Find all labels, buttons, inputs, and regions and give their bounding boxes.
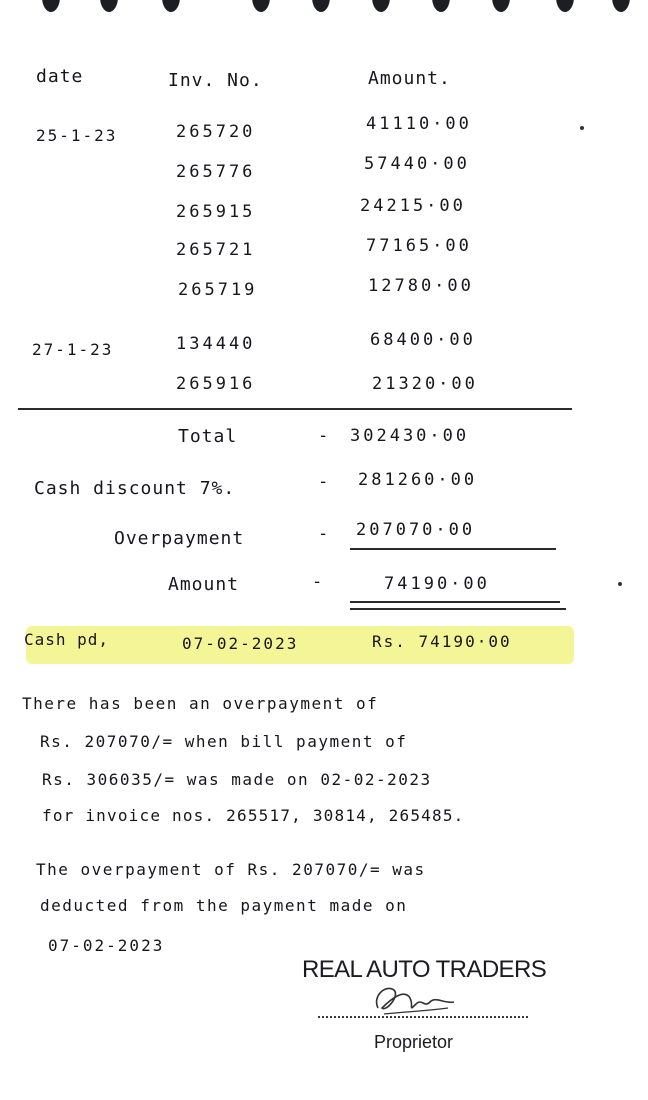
binder-hole [612, 0, 630, 12]
binder-hole [162, 0, 180, 12]
header-invoice-no: Inv. No. [168, 70, 263, 91]
row-invoice: 265719 [178, 280, 258, 300]
header-date: date [36, 66, 84, 87]
header-amount: Amount. [368, 68, 451, 89]
row-amount: 68400·00 [370, 330, 476, 350]
row-amount: 24215·00 [360, 196, 466, 216]
cash-paid-date: 07-02-2023 [182, 634, 299, 653]
double-underline [350, 601, 560, 603]
row-invoice: 265721 [176, 240, 256, 260]
row-invoice: 134440 [176, 334, 256, 354]
row-amount: 12780·00 [368, 276, 474, 296]
discount-label: Cash discount 7%. [34, 478, 236, 499]
total-dash: - [318, 426, 332, 446]
row-amount: 57440·00 [364, 154, 470, 174]
discount-value: 281260·00 [358, 470, 478, 490]
binder-hole [556, 0, 574, 12]
cash-paid-amount: Rs. 74190·00 [372, 632, 512, 651]
row-invoice: 265915 [176, 202, 256, 222]
total-label: Total [178, 426, 238, 447]
row-date: 27-1-23 [32, 340, 114, 359]
amount-dash: - [312, 572, 326, 592]
row-amount: 21320·00 [372, 374, 478, 394]
row-invoice: 265776 [176, 162, 256, 182]
binder-holes [0, 0, 648, 18]
note-line: 07-02-2023 [48, 936, 165, 955]
cash-paid-label: Cash pd, [24, 630, 110, 649]
discount-dash: - [318, 472, 332, 492]
overpayment-value: 207070·00 [356, 520, 476, 540]
stray-mark [580, 126, 584, 130]
company-stamp: REAL AUTO TRADERS [302, 956, 547, 983]
binder-hole [252, 0, 270, 12]
overpayment-label: Overpayment [114, 528, 245, 549]
binder-hole [492, 0, 510, 12]
binder-hole [42, 0, 60, 12]
row-invoice: 265720 [176, 122, 256, 142]
row-date: 25-1-23 [36, 126, 118, 145]
row-amount: 77165·00 [366, 236, 472, 256]
proprietor-title: Proprietor [374, 1032, 454, 1052]
binder-hole [432, 0, 450, 12]
row-invoice: 265916 [176, 374, 256, 394]
overpayment-dash: - [318, 524, 332, 544]
binder-hole [100, 0, 118, 12]
underline [350, 548, 556, 550]
note-line: Rs. 306035/= was made on 02-02-2023 [42, 770, 432, 789]
total-value: 302430·00 [350, 426, 470, 446]
double-underline [350, 608, 566, 610]
note-line: Rs. 207070/= when bill payment of [40, 732, 408, 751]
note-line: deducted from the payment made on [40, 896, 408, 915]
binder-hole [372, 0, 390, 12]
table-divider [18, 408, 572, 410]
note-line: There has been an overpayment of [22, 694, 379, 713]
binder-hole [312, 0, 330, 12]
amount-value: 74190·00 [384, 574, 490, 594]
amount-label: Amount [168, 574, 240, 595]
note-line: for invoice nos. 265517, 30814, 265485. [42, 806, 465, 825]
note-line: The overpayment of Rs. 207070/= was [36, 860, 426, 879]
stray-mark [618, 582, 622, 586]
row-amount: 41110·00 [366, 114, 472, 134]
signature-line [318, 1016, 528, 1018]
